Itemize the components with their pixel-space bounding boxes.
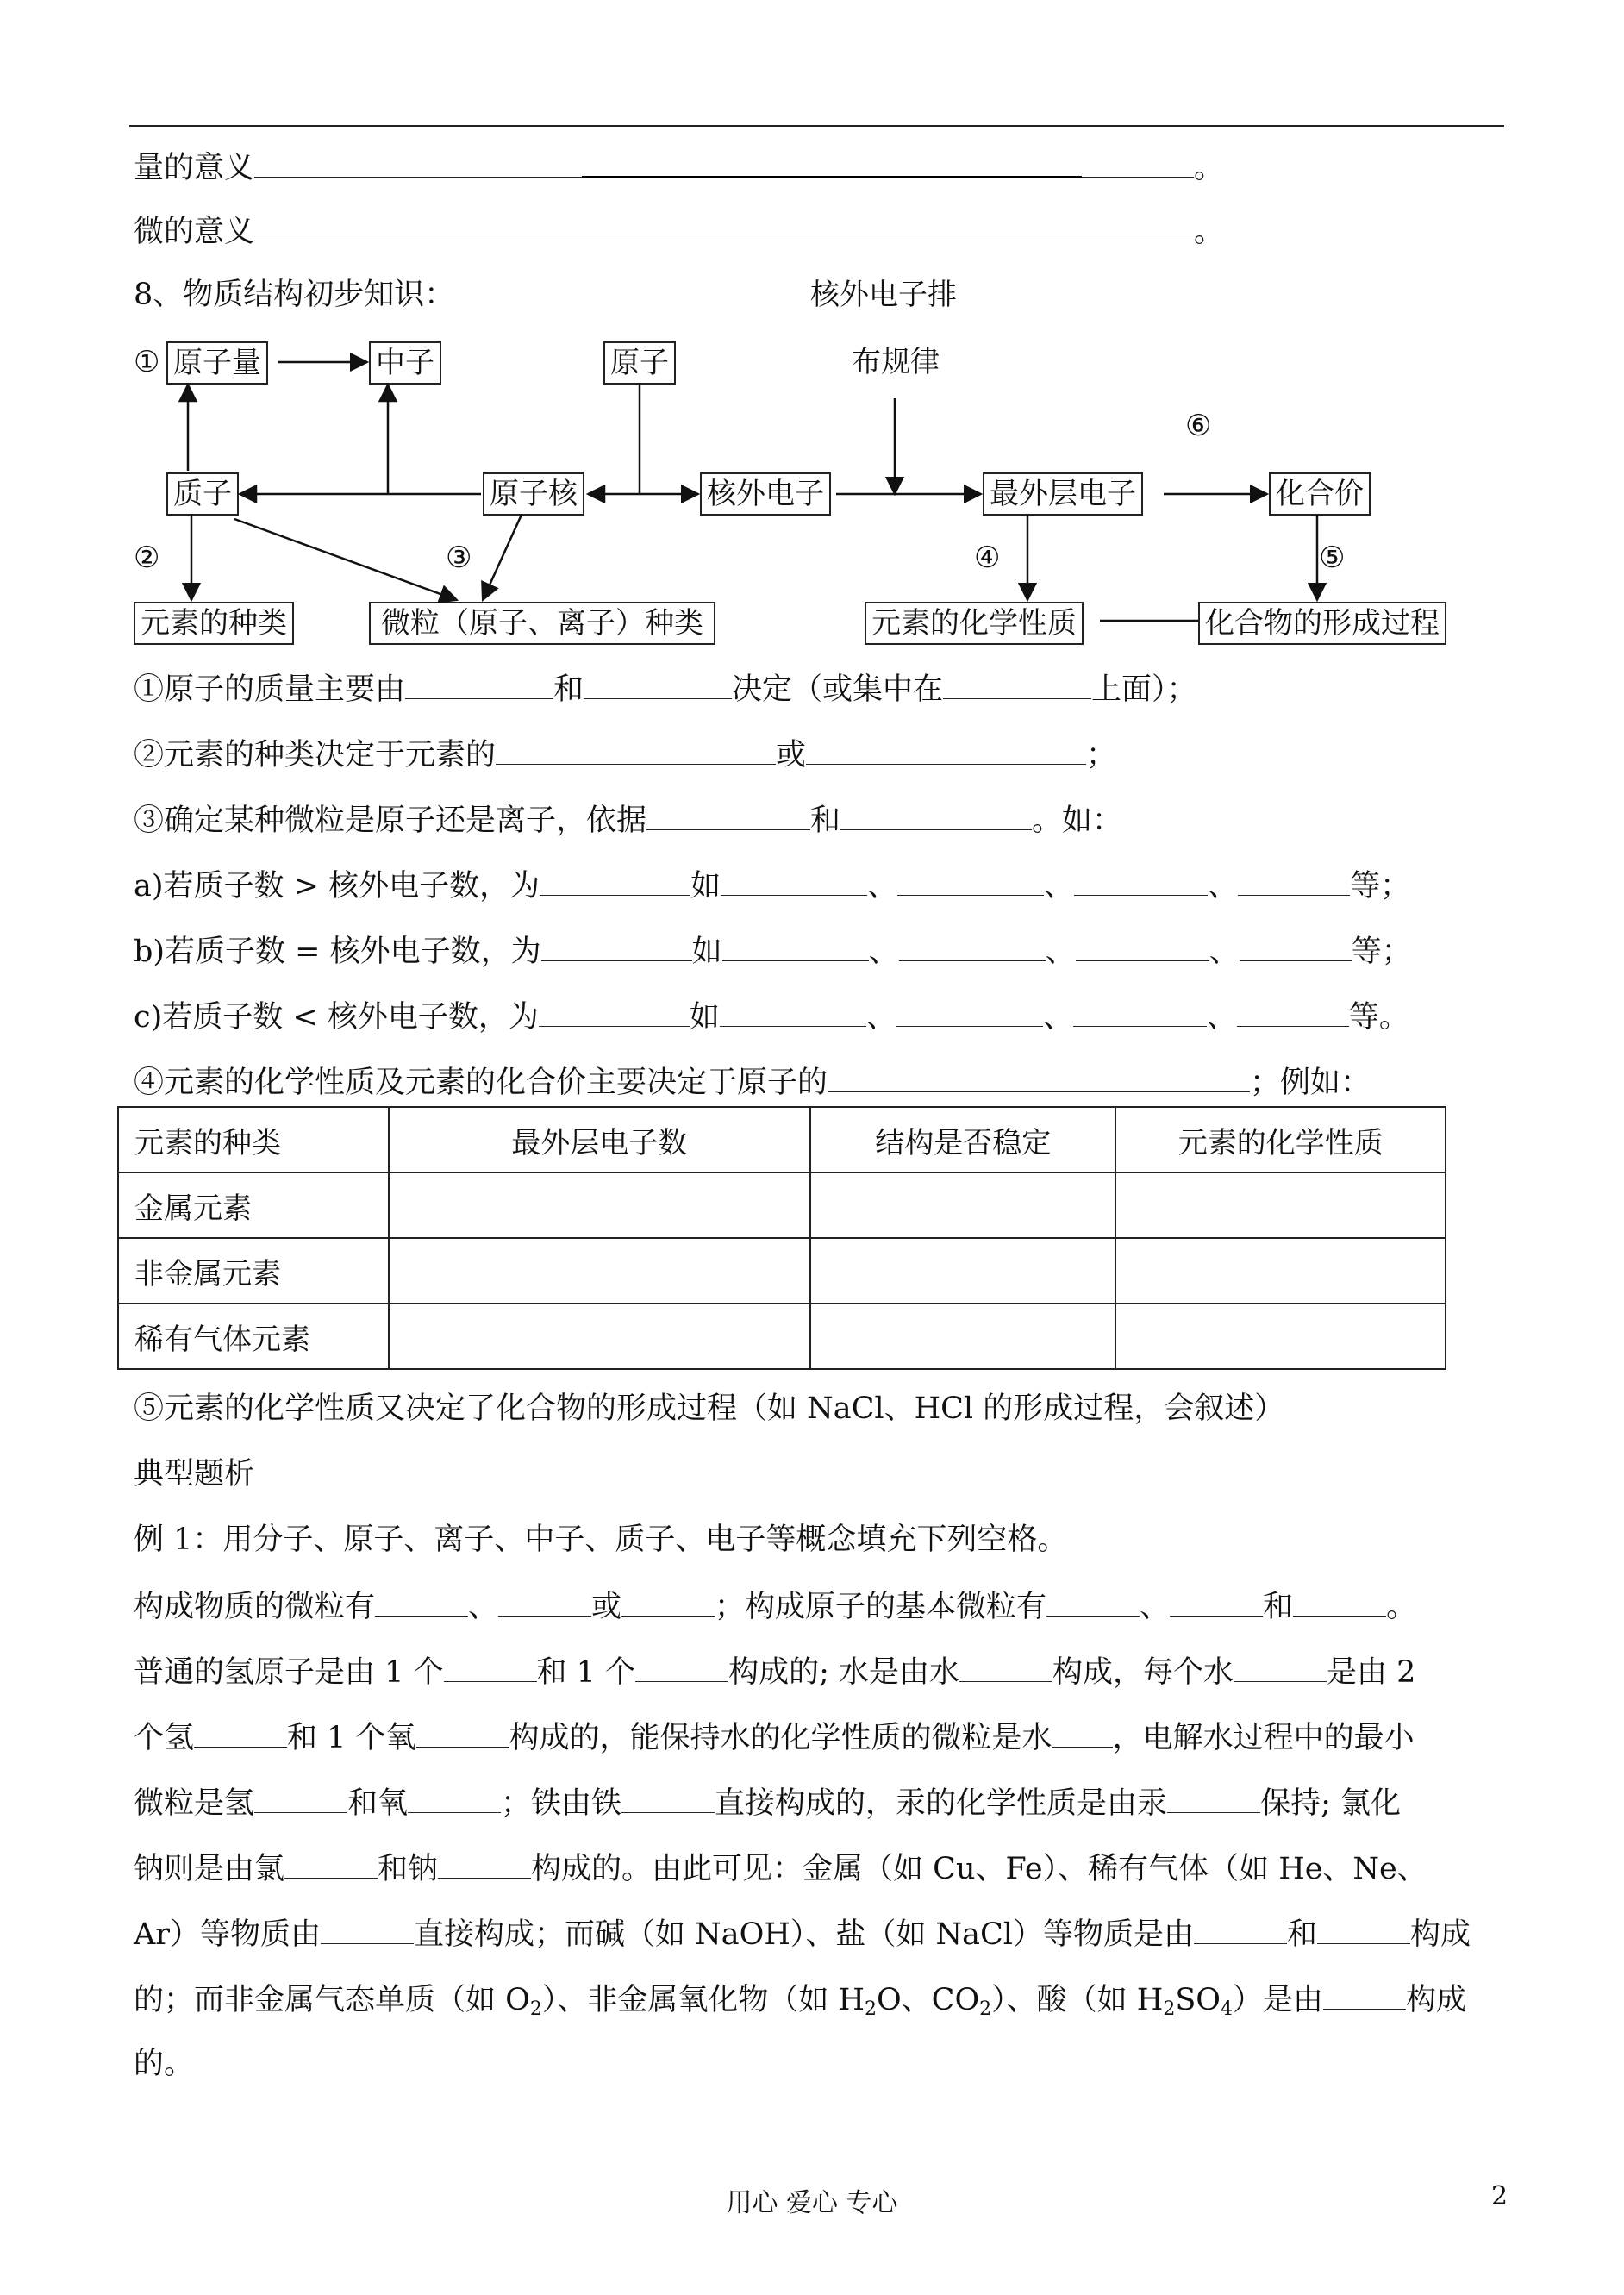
answer-blank[interactable] bbox=[438, 1848, 531, 1879]
answer-blank[interactable] bbox=[1074, 866, 1208, 896]
question-a bbox=[134, 866, 1410, 905]
p7-text: SO bbox=[1175, 1983, 1221, 2017]
answer-blank[interactable] bbox=[721, 866, 867, 896]
page-number: 2 bbox=[1491, 2181, 1508, 2211]
qb-text: b)若质子数 = 核外电子数，为 bbox=[134, 935, 541, 969]
answer-blank[interactable] bbox=[254, 1783, 347, 1813]
section-typical-analysis: 典型题析 bbox=[134, 1457, 255, 1491]
p7-text: ）、酸（如 H bbox=[991, 1983, 1164, 2017]
qa-text: 、 bbox=[867, 869, 898, 904]
marker-6: ⑥ bbox=[1185, 409, 1212, 443]
box-compound-formation: 化合物的形成过程 bbox=[1198, 602, 1446, 645]
example-1-line-3 bbox=[134, 1717, 1415, 1757]
answer-blank[interactable] bbox=[584, 669, 732, 699]
answer-blank[interactable] bbox=[720, 997, 866, 1027]
qa-text: 、 bbox=[1044, 869, 1075, 904]
marker-3: ③ bbox=[446, 541, 472, 575]
answer-blank[interactable] bbox=[541, 931, 692, 961]
q1-text: 上面）； bbox=[1091, 672, 1197, 707]
p7-text: O、CO bbox=[876, 1983, 980, 2017]
answer-blank[interactable] bbox=[828, 1062, 1250, 1092]
qc-text: 等。 bbox=[1348, 1000, 1409, 1035]
p1-text: 、 bbox=[1140, 1590, 1171, 1624]
table-cell[interactable] bbox=[810, 1238, 1116, 1304]
answer-blank[interactable] bbox=[1240, 931, 1352, 961]
answer-blank[interactable] bbox=[408, 1783, 501, 1813]
table-row-label: 金属元素 bbox=[118, 1173, 389, 1238]
answer-blank[interactable] bbox=[1073, 997, 1207, 1027]
answer-blank[interactable] bbox=[375, 1586, 468, 1617]
p1-text: 和 bbox=[1263, 1590, 1294, 1624]
question-5: ⑤元素的化学性质又决定了化合物的形成过程（如 NaCl、HCl 的形成过程，会叙述） bbox=[134, 1391, 1285, 1426]
p7-text: 的；而非金属气态单质（如 O bbox=[134, 1983, 530, 2017]
question-c bbox=[134, 997, 1409, 1036]
p3-text: ，电解水过程中的最小 bbox=[1112, 1721, 1415, 1755]
p1-text: 构成物质的微粒有 bbox=[134, 1590, 376, 1624]
answer-blank[interactable] bbox=[1082, 147, 1194, 178]
q3-text: 和 bbox=[810, 804, 841, 838]
question-4 bbox=[134, 1062, 1371, 1102]
answer-blank[interactable] bbox=[254, 147, 582, 178]
answer-blank[interactable] bbox=[444, 1652, 537, 1682]
qc-text: 如 bbox=[689, 1000, 720, 1035]
p2-text: 和 1 个 bbox=[536, 1655, 636, 1690]
box-nucleus: 原子核 bbox=[483, 472, 584, 516]
period: 。 bbox=[1194, 151, 1225, 185]
header-rule bbox=[129, 125, 1504, 127]
answer-blank[interactable] bbox=[1052, 1717, 1113, 1748]
answer-blank[interactable] bbox=[806, 735, 1086, 765]
example-1-line-6 bbox=[134, 1914, 1471, 1954]
answer-blank[interactable] bbox=[1323, 1979, 1406, 2010]
q1-text: 和 bbox=[553, 672, 584, 707]
p2-text: 构成，每个水 bbox=[1052, 1655, 1234, 1690]
section-heading-structure: 8、物质结构初步知识： bbox=[134, 278, 455, 312]
qc-text: 、 bbox=[1206, 1000, 1237, 1035]
marker-5: ⑤ bbox=[1319, 541, 1346, 575]
p6-text: 和 bbox=[1286, 1917, 1317, 1952]
period: 。 bbox=[1194, 215, 1225, 249]
table-cell[interactable] bbox=[810, 1304, 1116, 1369]
p5-text: 和钠 bbox=[378, 1852, 439, 1886]
p4-text: 直接构成的，汞的化学性质是由汞 bbox=[715, 1786, 1168, 1821]
p3-text: 个氢 bbox=[134, 1721, 195, 1755]
p4-text: ；铁由铁 bbox=[501, 1786, 622, 1821]
box-valence: 化合价 bbox=[1269, 472, 1371, 516]
example-1-line-7 bbox=[134, 1979, 1466, 2019]
p2-text: 构成的; 水是由水 bbox=[728, 1655, 959, 1690]
p4-text: 和氧 bbox=[347, 1786, 409, 1821]
answer-blank[interactable] bbox=[840, 800, 1032, 830]
meaning-micro-label: 微的意义 bbox=[134, 215, 255, 249]
page-footer: 用心 爱心 专心 bbox=[726, 2188, 898, 2218]
table-cell[interactable] bbox=[1115, 1173, 1446, 1238]
answer-blank[interactable] bbox=[896, 997, 1043, 1027]
p1-text: 、 bbox=[468, 1590, 499, 1624]
answer-blank[interactable] bbox=[1293, 1586, 1386, 1617]
q2-text: ②元素的种类决定于元素的 bbox=[134, 738, 497, 772]
answer-blank[interactable] bbox=[635, 1652, 728, 1682]
table-header-cell: 最外层电子数 bbox=[389, 1107, 810, 1173]
p5-text: 构成的。由此可见：金属（如 Cu、Fe）、稀有气体（如 He、Ne、 bbox=[531, 1852, 1427, 1886]
question-3 bbox=[134, 800, 1122, 840]
p3-text: 和 1 个氧 bbox=[287, 1721, 416, 1755]
answer-blank[interactable] bbox=[498, 1586, 591, 1617]
answer-blank[interactable] bbox=[1170, 1586, 1263, 1617]
table-row-label: 稀有气体元素 bbox=[118, 1304, 389, 1369]
answer-blank[interactable] bbox=[582, 147, 1082, 178]
answer-blank[interactable] bbox=[621, 1586, 715, 1617]
p3-text: 构成的，能保持水的化学性质的微粒是水 bbox=[509, 1721, 1052, 1755]
meaning-macro-label: 量的意义 bbox=[134, 151, 255, 185]
qb-text: 、 bbox=[868, 935, 899, 969]
example-1-line-4 bbox=[134, 1783, 1401, 1823]
answer-blank[interactable] bbox=[621, 1783, 715, 1813]
diagram-label-rule: 布规律 bbox=[852, 345, 940, 379]
table-header-row bbox=[118, 1107, 1446, 1173]
answer-blank[interactable] bbox=[646, 800, 810, 830]
box-chem-props: 元素的化学性质 bbox=[865, 602, 1084, 645]
p2-text: 普通的氢原子是由 1 个 bbox=[134, 1655, 444, 1690]
answer-blank[interactable] bbox=[194, 1717, 287, 1748]
marker-2: ② bbox=[134, 541, 160, 575]
answer-blank[interactable] bbox=[1194, 1914, 1287, 1944]
meaning-macro-line bbox=[134, 147, 1224, 187]
qb-text: 等； bbox=[1351, 935, 1412, 969]
example-1-line-1 bbox=[134, 1586, 1416, 1626]
qa-text: 如 bbox=[690, 869, 721, 904]
table-header-cell: 结构是否稳定 bbox=[810, 1107, 1116, 1173]
p6-text: 直接构成；而碱（如 NaOH）、盐（如 NaCl）等物质是由 bbox=[414, 1917, 1194, 1952]
table-header-cell: 元素的化学性质 bbox=[1115, 1107, 1446, 1173]
answer-blank[interactable] bbox=[405, 669, 553, 699]
question-b bbox=[134, 931, 1412, 971]
answer-blank[interactable] bbox=[722, 931, 869, 961]
q1-text: 决定（或集中在 bbox=[732, 672, 944, 707]
table-row bbox=[118, 1304, 1446, 1369]
q1-text: ①原子的质量主要由 bbox=[134, 672, 406, 707]
answer-blank[interactable] bbox=[1238, 866, 1350, 896]
marker-4: ④ bbox=[974, 541, 1001, 575]
answer-blank[interactable] bbox=[539, 997, 690, 1027]
p7-text: 构成 bbox=[1406, 1983, 1467, 2017]
qb-text: 如 bbox=[691, 935, 722, 969]
answer-blank[interactable] bbox=[284, 1848, 378, 1879]
table-cell[interactable] bbox=[389, 1304, 810, 1369]
table-cell[interactable] bbox=[1115, 1238, 1446, 1304]
table-cell[interactable] bbox=[810, 1173, 1116, 1238]
answer-blank[interactable] bbox=[496, 735, 776, 765]
qa-text: 等； bbox=[1350, 869, 1411, 904]
p7-text: ）是由 bbox=[1232, 1983, 1323, 2017]
box-neutron: 中子 bbox=[369, 341, 441, 385]
box-particle-kind: 微粒（原子、离子）种类 bbox=[369, 602, 715, 645]
question-1 bbox=[134, 669, 1197, 709]
p4-text: 保持; 氯化 bbox=[1260, 1786, 1401, 1821]
table-header-cell: 元素的种类 bbox=[118, 1107, 389, 1173]
subscript: 2 bbox=[529, 1998, 542, 2020]
subscript: 2 bbox=[979, 1998, 992, 2020]
qa-text: 、 bbox=[1208, 869, 1239, 904]
p1-text: 或 bbox=[591, 1590, 622, 1624]
element-properties-table bbox=[117, 1106, 1446, 1370]
qc-text: c)若质子数 < 核外电子数，为 bbox=[134, 1000, 539, 1035]
qc-text: 、 bbox=[865, 1000, 896, 1035]
subscript: 4 bbox=[1220, 1998, 1233, 2020]
q4-text: ；例如： bbox=[1250, 1066, 1371, 1100]
p1-text: 。 bbox=[1386, 1590, 1417, 1624]
p4-text: 微粒是氢 bbox=[134, 1786, 255, 1821]
box-atom: 原子 bbox=[603, 341, 676, 385]
qb-text: 、 bbox=[1045, 935, 1076, 969]
answer-blank[interactable] bbox=[321, 1914, 414, 1944]
table-cell[interactable] bbox=[389, 1238, 810, 1304]
answer-blank[interactable] bbox=[943, 669, 1091, 699]
subscript: 2 bbox=[864, 1998, 877, 2020]
answer-blank[interactable] bbox=[897, 866, 1044, 896]
p5-text: 钠则是由氯 bbox=[134, 1852, 285, 1886]
qc-text: 、 bbox=[1042, 1000, 1073, 1035]
answer-blank[interactable] bbox=[540, 866, 690, 896]
answer-blank[interactable] bbox=[899, 931, 1046, 961]
table-row-label: 非金属元素 bbox=[118, 1238, 389, 1304]
answer-blank[interactable] bbox=[959, 1652, 1052, 1682]
subscript: 2 bbox=[1163, 1998, 1176, 2020]
answer-blank[interactable] bbox=[254, 211, 1194, 241]
p2-text: 是由 2 bbox=[1327, 1655, 1416, 1690]
answer-blank[interactable] bbox=[1234, 1652, 1327, 1682]
p1-text: ；构成原子的基本微粒有 bbox=[715, 1590, 1047, 1624]
p7-text: ）、非金属氧化物（如 H bbox=[541, 1983, 865, 2017]
answer-blank[interactable] bbox=[416, 1717, 509, 1748]
p6-text: 构成 bbox=[1409, 1917, 1471, 1952]
box-proton: 质子 bbox=[166, 472, 239, 516]
table-row bbox=[118, 1238, 1446, 1304]
qa-text: a)若质子数 > 核外电子数，为 bbox=[134, 869, 540, 904]
answer-blank[interactable] bbox=[1046, 1586, 1140, 1617]
box-element-kind: 元素的种类 bbox=[134, 602, 294, 645]
example-1-line-8: 的。 bbox=[134, 2047, 195, 2081]
box-outer-electrons: 最外层电子 bbox=[983, 472, 1143, 516]
answer-blank[interactable] bbox=[1237, 997, 1349, 1027]
box-electrons: 核外电子 bbox=[700, 472, 831, 516]
p6-text: Ar）等物质由 bbox=[134, 1917, 322, 1952]
answer-blank[interactable] bbox=[1167, 1783, 1260, 1813]
diagram-label-electron-arrangement: 核外电子排 bbox=[810, 278, 957, 312]
example-1-prompt: 例 1：用分子、原子、离子、中子、质子、电子等概念填充下列空格。 bbox=[134, 1523, 1068, 1557]
table-cell[interactable] bbox=[1115, 1304, 1446, 1369]
answer-blank[interactable] bbox=[1076, 931, 1209, 961]
answer-blank[interactable] bbox=[1317, 1914, 1410, 1944]
q3-text: ③确定某种微粒是原子还是离子，依据 bbox=[134, 804, 647, 838]
qb-text: 、 bbox=[1209, 935, 1240, 969]
q2-text: 或 bbox=[776, 738, 807, 772]
example-1-line-2 bbox=[134, 1652, 1415, 1692]
q4-text: ④元素的化学性质及元素的化合价主要决定于原子的 bbox=[134, 1066, 828, 1100]
table-cell[interactable] bbox=[389, 1173, 810, 1238]
example-1-line-5 bbox=[134, 1848, 1427, 1888]
marker-1: ① bbox=[134, 345, 160, 379]
box-atomic-mass: 原子量 bbox=[166, 341, 268, 385]
table-row bbox=[118, 1173, 1446, 1238]
question-2 bbox=[134, 735, 1116, 774]
q2-text: ； bbox=[1086, 738, 1117, 772]
meaning-micro-line bbox=[134, 211, 1224, 251]
q3-text: 。如： bbox=[1032, 804, 1123, 838]
